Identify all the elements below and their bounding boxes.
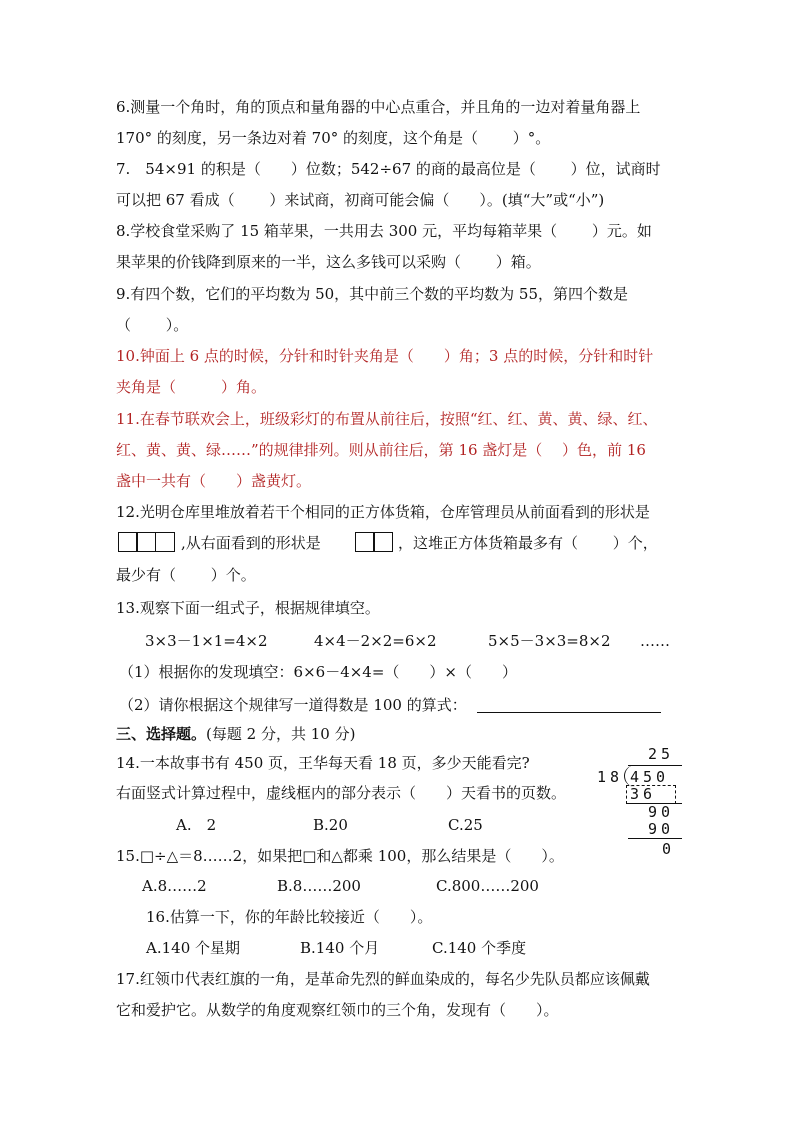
division-remainder: 0 [662,840,676,858]
q13-eq2: 4×4－2×2=6×2 [314,632,437,650]
q7-line1: 7. 54×91 的积是（ ）位数；542÷67 的商的最高位是（ ）位，试商时 [116,160,661,178]
q13-eq-more: …… [640,632,670,650]
q10-line1: 10.钟面上 6 点的时候，分针和时针夹角是（ ）角；3 点的时候，分针和时针 [116,347,654,365]
q14-option-b[interactable]: B.20 [313,816,348,834]
q14-line1: 14.一本故事书有 450 页，王华每天看 18 页，多少天能看完? [116,754,530,772]
q11-line1: 11.在春节联欢会上，班级彩灯的布置从前往后，按照“红、红、黄、黄、绿、红、 [116,410,658,428]
right-view-square [373,532,393,552]
division-divisor: 18 [597,768,624,786]
section3-title: 三、选择题。 [116,725,207,743]
q6-line2: 170° 的刻度，另一条边对着 70° 的刻度，这个角是（ ）°。 [116,129,551,147]
q7-line2: 可以把 67 看成（ ）来试商，初商可能会偏（ ）。(填“大”或“小”) [116,191,605,209]
front-view-square [155,532,175,552]
division-quotient: 25 [648,745,675,763]
q16-line1: 16.估算一下，你的年龄比较接近（ ）。 [146,908,433,926]
q8-line1: 8.学校食堂采购了 15 箱苹果，一共用去 300 元，平均每箱苹果（ ）元。如 [116,222,652,240]
division-top-bar [628,765,682,766]
q9-line1: 9.有四个数，它们的平均数为 50，其中前三个数的平均数为 55，第四个数是 [116,285,629,303]
q12-line3: 最少有（ ）个。 [116,566,256,584]
division-dividend: 450 [630,768,670,786]
q15-option-a[interactable]: A.8……2 [142,877,207,895]
q13-eq1: 3×3－1×1=4×2 [145,632,268,650]
q12-line1: 12.光明仓库里堆放着若干个相同的正方体货箱，仓库管理员从前面看到的形状是 [116,503,650,521]
section3-note: (每题 2 分，共 10 分) [206,725,356,743]
q13-intro: 13.观察下面一组式子，根据规律填空。 [116,599,380,617]
q16-option-a[interactable]: A.140 个星期 [146,939,240,957]
division-step1: 36 [630,785,657,803]
q17-line2: 它和爱护它。从数学的角度观察红领巾的三个角，发现有（ ）。 [116,1001,559,1019]
q13-part1: （1）根据你的发现填空：6×6－4×4=（ ）×（ ） [119,663,517,681]
q14-option-c[interactable]: C.25 [448,816,483,834]
section3-heading [116,724,355,744]
q13-eq3: 5×5－3×3=8×2 [488,632,611,650]
q9-line2: （ ）。 [116,316,189,334]
q12-line2b: ，这堆正方体货箱最多有（ ）个， [398,534,658,552]
q13-part2: （2）请你根据这个规律写一道得数是 100 的算式： [119,696,467,714]
q16-option-b[interactable]: B.140 个月 [300,939,380,957]
q11-line2: 红、黄、黄、绿……”的规律排列。则从前往后，第 16 盏灯是（ ）色，前 16 [116,441,646,459]
q13-answer-line[interactable] [477,712,661,713]
q15-option-c[interactable]: C.800……200 [436,877,539,895]
division-line2 [628,838,682,839]
front-view-square [118,532,138,552]
q11-line3: 盏中一共有（ ）盏黄灯。 [116,472,312,490]
front-view-square [136,532,156,552]
q17-line1: 17.红领巾代表红旗的一角，是革命先烈的鲜血染成的，每名少先队员都应该佩戴 [116,970,650,988]
q14-line2: 右面竖式计算过程中，虚线框内的部分表示（ ）天看书的页数。 [116,784,567,802]
q15-option-b[interactable]: B.8……200 [277,877,361,895]
right-view-square [355,532,375,552]
q12-line2a: ,从右面看到的形状是 [181,534,321,552]
q8-line2: 果苹果的价钱降到原来的一半，这么多钱可以采购（ ）箱。 [116,253,541,271]
q15-line1: 15.□÷△＝8……2，如果把□和△都乘 100，那么结果是（ ）。 [116,847,564,865]
division-step2: 90 [648,803,675,821]
front-view-shape [119,532,175,552]
q14-option-a[interactable]: A. 2 [176,816,217,834]
q16-option-c[interactable]: C.140 个季度 [432,939,527,957]
q10-line2: 夹角是（ ）角。 [116,378,267,396]
right-view-shape [356,532,393,552]
q6-line1: 6.测量一个角时，角的顶点和量角器的中心点重合，并且角的一边对着量角器上 [116,98,641,116]
division-step3: 90 [648,820,675,838]
